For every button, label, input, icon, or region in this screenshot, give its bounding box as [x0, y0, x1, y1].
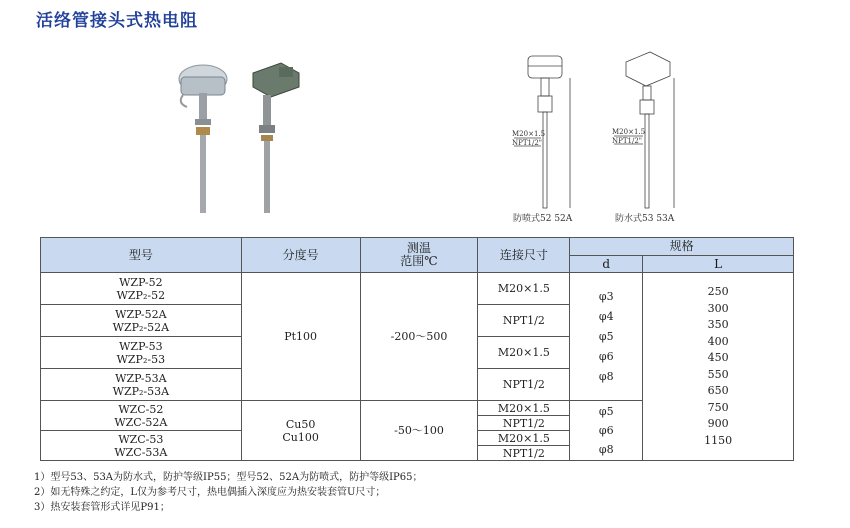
- connection-cell: NPT1/2: [478, 305, 570, 337]
- range-cu: -50～100: [360, 401, 478, 461]
- model-line: WZC-53: [118, 432, 164, 446]
- model-cell: [41, 273, 242, 305]
- drawing-label-npt-right: NPT1/2": [612, 137, 642, 145]
- graduation-cu-line: Cu50: [285, 417, 316, 431]
- d-value: φ6: [598, 349, 614, 363]
- header-range-line2: 范围℃: [400, 254, 438, 268]
- header-d: d: [570, 256, 643, 273]
- notes: [34, 470, 423, 515]
- connection-cell: M20×1.5: [478, 431, 570, 446]
- d-value: φ4: [598, 309, 614, 323]
- caption-waterproof: 防水式53 53A: [615, 214, 675, 224]
- d-value: φ3: [598, 289, 614, 303]
- drawing-label-npt-left: NPT1/2": [512, 139, 542, 147]
- model-cell: [41, 401, 242, 431]
- L-value: 400: [707, 334, 729, 348]
- model-line: WZP-52: [119, 275, 163, 289]
- connection-cell: NPT1/2: [478, 369, 570, 401]
- header-L: L: [643, 256, 794, 273]
- d-value: φ6: [598, 424, 614, 437]
- L-value: 550: [707, 367, 729, 381]
- model-line: WZC-52: [118, 402, 164, 416]
- model-line: WZC-52A: [114, 415, 168, 429]
- drawing-label-thread-right: M20×1.5: [612, 128, 646, 136]
- L-value: 450: [707, 351, 729, 364]
- drawing-label-thread-left: M20×1.5: [512, 130, 546, 138]
- model-cell: [41, 337, 242, 369]
- caption-spray-proof: 防喷式52 52A: [513, 214, 573, 224]
- d-pt-cell: [570, 273, 643, 401]
- page-title: 活络管接头式热电阻: [36, 11, 198, 31]
- L-value: 900: [707, 417, 729, 430]
- model-cell: [41, 369, 242, 401]
- L-value: 750: [707, 400, 729, 414]
- d-value: φ8: [598, 369, 614, 383]
- model-cell: [41, 305, 242, 337]
- product-photo-light: [175, 55, 235, 215]
- header-range: [360, 238, 478, 273]
- header-spec: 规格: [570, 238, 794, 256]
- model-line: WZP₂-52A: [112, 320, 170, 334]
- L-value: 350: [707, 318, 729, 331]
- model-line: WZC-53A: [114, 445, 168, 459]
- connection-cell: M20×1.5: [478, 337, 570, 369]
- L-cell: [643, 273, 794, 461]
- L-value: 250: [707, 285, 729, 298]
- d-value: φ5: [598, 405, 614, 418]
- model-cell: [41, 431, 242, 461]
- header-model: 型号: [41, 238, 242, 273]
- model-line: WZP-53: [119, 339, 163, 353]
- range-pt: -200～500: [360, 273, 478, 401]
- connection-cell: NPT1/2: [478, 446, 570, 461]
- header-connection: 连接尺寸: [478, 238, 570, 273]
- spec-table: [40, 237, 794, 461]
- model-line: WZP₂-53: [116, 352, 166, 366]
- model-line: WZP₂-53A: [112, 384, 170, 398]
- d-value: φ5: [598, 329, 614, 343]
- note-line: 3）热安装套管形式详见P91；: [34, 502, 170, 513]
- header-graduation: 分度号: [241, 238, 360, 273]
- graduation-pt: Pt100: [241, 273, 360, 401]
- d-value: φ8: [598, 443, 614, 456]
- L-value: 650: [707, 384, 729, 397]
- graduation-cu-line: Cu100: [282, 430, 319, 444]
- note-line: 1）型号53、53A为防水式，防护等级IP55；型号52、52A为防喷式，防护等级IP65；: [34, 472, 423, 483]
- note-line: 2）如无特殊之约定，L仅为参考尺寸，热电偶插入深度应为热安装套管U尺寸；: [34, 487, 386, 498]
- connection-cell: NPT1/2: [478, 416, 570, 431]
- header-range-line1: 测温: [406, 241, 431, 255]
- L-value: 300: [707, 301, 729, 315]
- L-value: 1150: [704, 433, 733, 447]
- connection-cell: M20×1.5: [478, 401, 570, 416]
- model-line: WZP-53A: [115, 371, 167, 385]
- d-cu-cell: [570, 401, 643, 461]
- product-photo-dark: [243, 55, 303, 215]
- model-line: WZP-52A: [115, 307, 167, 321]
- model-line: WZP₂-52: [116, 288, 166, 302]
- graduation-cu: [241, 401, 360, 461]
- connection-cell: M20×1.5: [478, 273, 570, 305]
